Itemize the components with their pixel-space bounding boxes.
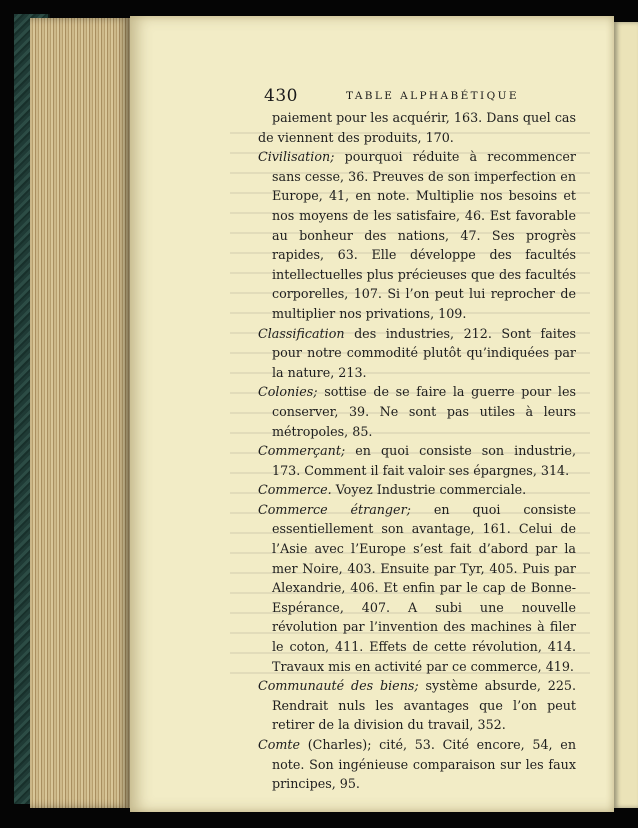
entry-term: Commerce étranger; xyxy=(258,501,411,517)
entry-text: (Charles); cité, 53. Cité encore, 54, en note. Son ingénieuse comparaison sur les faux principes, 95. xyxy=(272,737,576,792)
entry-text: en quoi consiste son industrie, 173. Comment il fait valoir ses épargnes, 314. xyxy=(272,443,576,478)
running-title: TABLE ALPHABÉTIQUE xyxy=(346,90,519,102)
entry-text: paiement pour les acquérir, 163. Dans quel cas de viennent des produits, 170. xyxy=(258,110,576,145)
entry-term: Classification xyxy=(258,325,345,341)
entry-term: Commerce. xyxy=(258,482,332,498)
entry-text: sottise de se faire la guerre pour les conserver, 39. Ne sont pas utiles à leurs métropoles, 85. xyxy=(272,384,576,439)
index-entry xyxy=(258,324,576,383)
index-entry xyxy=(258,676,576,735)
facing-page-edge xyxy=(614,22,638,808)
entry-term: Communauté des biens; xyxy=(258,678,419,694)
page-edges xyxy=(30,18,130,808)
index-entry xyxy=(258,147,576,323)
entry-term: Comte xyxy=(258,737,300,752)
entry-term: Colonies; xyxy=(258,384,318,400)
page-header xyxy=(264,86,582,108)
index-entry xyxy=(258,735,576,794)
index-entries xyxy=(258,108,576,794)
entry-text: en quoi consiste essentiellement son avantage, 161. Celui de l’Asie avec l’Europe s’est fait d’abord par la mer Noire, 403. Ensuite par Tyr, 405. Puis par Alexandrie, 406. Et enfin par le cap de Bonne-Espérance, 407. A subi une nouvelle révolution par l’invention des machines à filer le coton, 411. Effets de cette révolution, 414. Travaux mis en activité par ce commerce, 419. xyxy=(272,501,576,674)
index-entry xyxy=(258,382,576,441)
entry-text: pourquoi réduite à recommencer sans cesse, 36. Preuves de son imperfection en Europe, 41, en note. Multiplie nos besoins et nos moyens de les satisfaire, 46. Est favorable au bonheur des nations, 47. Ses progrès rapides, 63. Elle développe des facultés intellectuelles plus précieuses que des facultés corporelles, 107. Si l’on peut lui reprocher de multiplier nos privations, 109. xyxy=(272,149,576,321)
entry-text: système absurde, 225. Rendrait nuls les avantages que l’on peut retirer de la division du travail, 352. xyxy=(272,678,576,733)
entry-term: Civilisation; xyxy=(258,149,335,165)
entry-text: des industries, 212. Sont faites pour notre commodité plutôt qu’indiquées par la nature, 213. xyxy=(272,325,576,380)
index-entry xyxy=(258,441,576,480)
index-entry xyxy=(258,480,576,500)
entry-term: Commerçant; xyxy=(258,443,346,459)
index-entry xyxy=(258,108,576,147)
entry-text: Voyez Industrie commerciale. xyxy=(335,482,527,498)
page-number: 430 xyxy=(264,86,298,106)
index-entry xyxy=(258,500,576,676)
